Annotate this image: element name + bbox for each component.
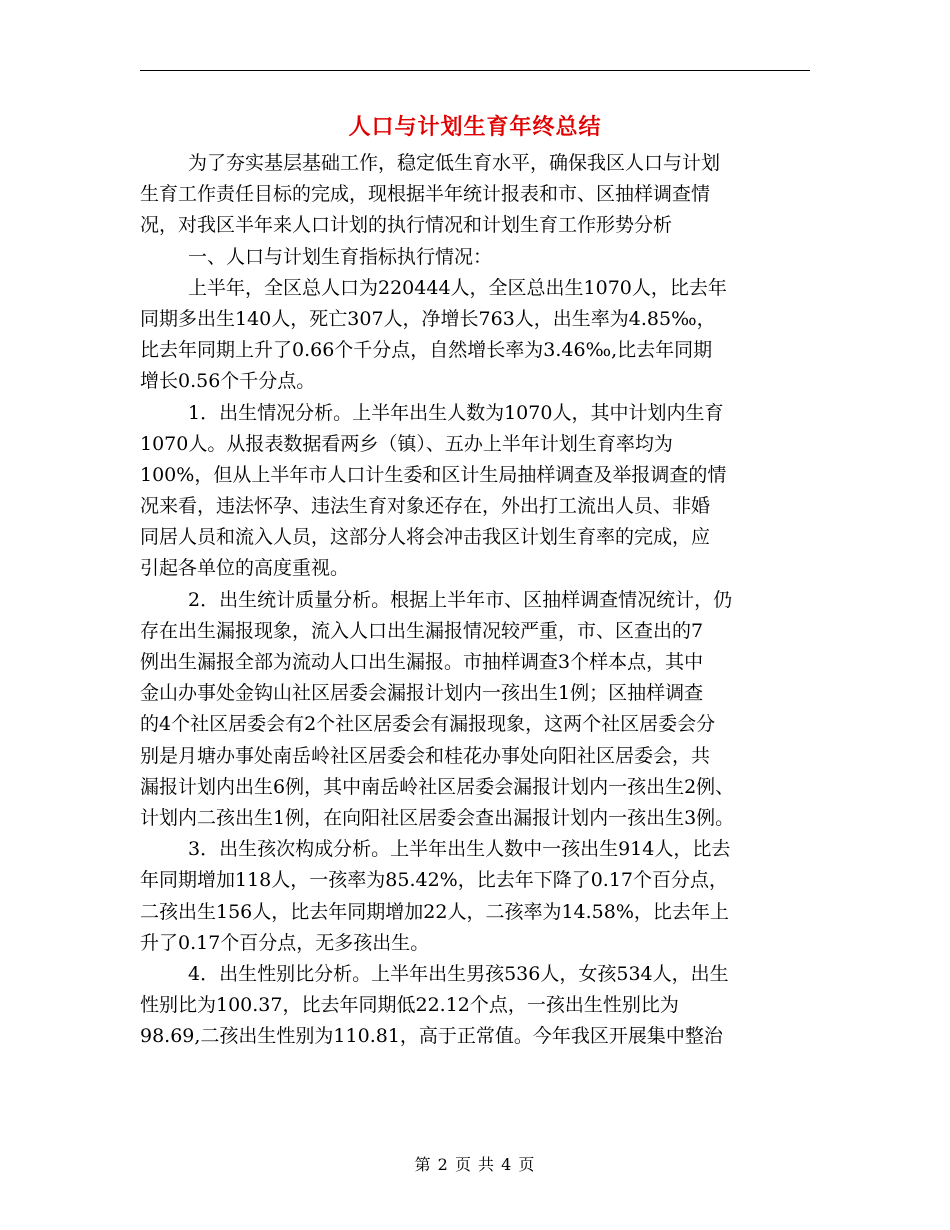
body-line: 况来看，违法怀孕、违法生育对象还存在，外出打工流出人员、非婚 bbox=[140, 495, 711, 518]
body-line: 同期多出生140人，死亡307人，净增长763人，出生率为4.85‰， bbox=[140, 307, 716, 330]
body-line: 上半年，全区总人口为220444人，全区总出生1070人，比去年 bbox=[188, 276, 727, 299]
body-line: 增长0.56个千分点。 bbox=[140, 370, 316, 393]
document-body bbox=[140, 148, 830, 1052]
body-line: 例出生漏报全部为流动人口出生漏报。市抽样调查3个样本点，其中 bbox=[140, 651, 704, 673]
body-line: 一、人口与计划生育指标执行情况： bbox=[188, 245, 493, 268]
page-footer: 第 2 页 共 4 页 bbox=[414, 1155, 536, 1174]
body-line: 况，对我区半年来人口计划的执行情况和计划生育工作形势分析 bbox=[140, 214, 673, 237]
body-line: 年同期增加118人，一孩率为85.42%，比去年下降了0.17个百分点， bbox=[140, 869, 729, 892]
body-line: 别是月塘办事处南岳岭社区居委会和桂花办事处向阳社区居委会，共 bbox=[140, 744, 711, 767]
body-line: 的4个社区居委会有2个社区居委会有漏报现象，这两个社区居委会分 bbox=[140, 713, 716, 736]
body-line: 生育工作责任目标的完成，现根据半年统计报表和市、区抽样调查情 bbox=[140, 183, 711, 206]
body-line: 性别比为100.37，比去年同期低22.12个点，一孩出生性别比为 bbox=[140, 994, 679, 1017]
body-line: 比去年同期上升了0.66个千分点，自然增长率为3.46‰,比去年同期 bbox=[140, 339, 713, 362]
body-line: 为了夯实基层基础工作，稳定低生育水平，确保我区人口与计划 bbox=[188, 152, 721, 174]
body-line: 升了0.17个百分点，无多孩出生。 bbox=[140, 931, 430, 954]
body-line: 1070人。从报表数据看两乡（镇）、五办上半年计划生育率均为 bbox=[140, 432, 673, 455]
body-line: 引起各单位的高度重视。 bbox=[140, 557, 350, 580]
body-line: 1．出生情况分析。上半年出生人数为1070人，其中计划内生育 bbox=[188, 401, 724, 424]
body-line: 漏报计划内出生6例，其中南岳岭社区居委会漏报计划内一孩出生2例、 bbox=[140, 775, 735, 798]
body-line: 98.69,二孩出生性别为110.81，高于正常值。今年我区开展集中整治 bbox=[140, 1025, 723, 1048]
body-line: 4．出生性别比分析。上半年出生男孩536人，女孩534人，出生 bbox=[188, 962, 729, 985]
body-line: 存在出生漏报现象，流入人口出生漏报情况较严重，市、区查出的7 bbox=[140, 619, 704, 642]
body-line: 金山办事处金钩山社区居委会漏报计划内一孩出生1例；区抽样调查 bbox=[140, 682, 704, 705]
document-title: 人口与计划生育年终总结 bbox=[348, 114, 602, 140]
body-line: 100%，但从上半年市人口计生委和区计生局抽样调查及举报调查的情 bbox=[140, 463, 727, 486]
body-line: 计划内二孩出生1例，在向阳社区居委会查出漏报计划内一孩出生3例。 bbox=[140, 806, 735, 829]
header-rule bbox=[140, 70, 810, 71]
body-line: 同居人员和流入人员，这部分人将会冲击我区计划生育率的完成，应 bbox=[140, 526, 711, 549]
body-line: 2．出生统计质量分析。根据上半年市、区抽样调查情况统计，仍 bbox=[188, 588, 733, 611]
body-line: 3．出生孩次构成分析。上半年出生人数中一孩出生914人，比去 bbox=[188, 838, 731, 861]
body-line: 二孩出生156人，比去年同期增加22人，二孩率为14.58%，比去年上 bbox=[140, 900, 729, 923]
